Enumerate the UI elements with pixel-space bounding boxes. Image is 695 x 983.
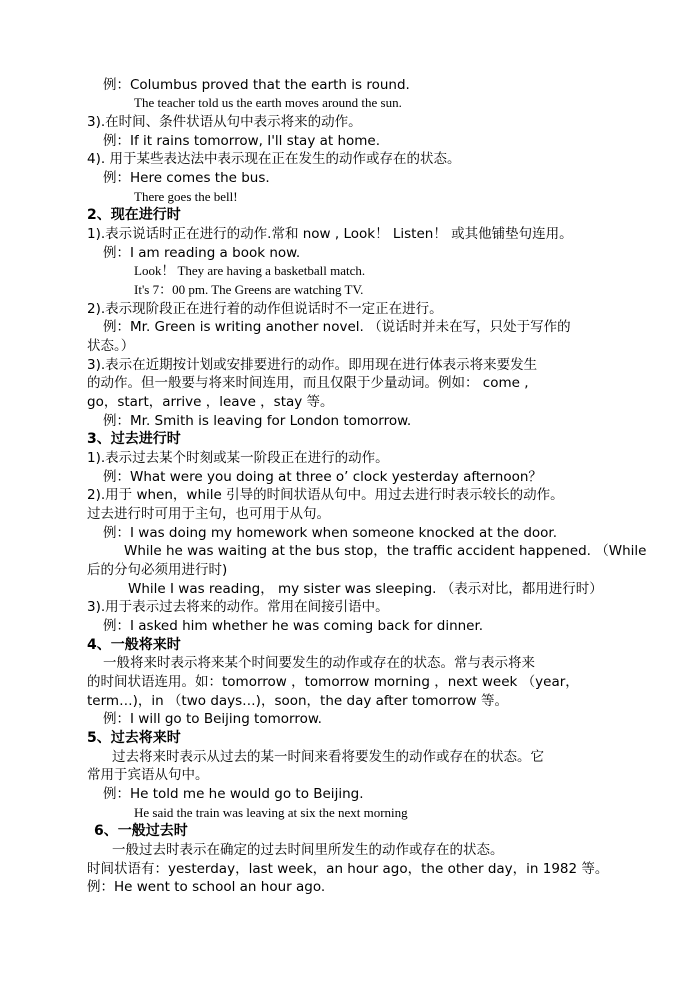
text-line: 例：He went to school an hour ago. [87,879,326,895]
text-line: term…)，in （two days…)，soon，the day after tomorrow 等。 [87,693,508,709]
section-heading: 4、一般将来时 [87,637,181,653]
text-line: 3).表示在近期按计划或安排要进行的动作。即用现在进行体表示将来要发生 [87,357,538,373]
text-line: 过去将来时表示从过去的某一时间来看将要发生的动作或存在的状态。它 [112,749,544,765]
text-line: 例：He told me he would go to Beijing. [103,786,364,802]
section-heading: 6、一般过去时 [94,823,188,839]
text-line: He said the train was leaving at six the next morning [134,805,408,820]
text-line: 过去进行时可用于主句，也可用于从句。 [87,506,330,522]
text-line: go，start，arrive ，leave ，stay 等。 [87,394,334,410]
text-line: 例：Here comes the bus. [103,170,270,186]
text-line: The teacher told us the earth moves around the sun. [134,95,402,110]
text-line: 时间状语有：yesterday，last week，an hour ago，the other day，in 1982 等。 [87,861,609,877]
section-heading: 3、过去进行时 [87,431,181,447]
text-line: 1).表示说话时正在进行的动作.常和 now , Look！ Listen！ 或其他铺垫句连用。 [87,226,573,242]
text-line: 1).表示过去某个时刻或某一阶段正在进行的动作。 [87,450,389,466]
text-line: While I was reading， my sister was sleeping. （表示对比，都用进行时） [128,581,603,597]
text-line: 的时间状语连用。如：tomorrow ，tomorrow morning ，next week （year， [87,674,579,690]
text-line: 3).用于表示过去将来的动作。常用在间接引语中。 [87,599,389,615]
text-line: 2).用于 when，while 引导的时间状语从句中。用过去进行时表示较长的动作。 [87,487,564,503]
text-line: There goes the bell! [134,189,238,204]
text-line: 例：I was doing my homework when someone knocked at the door. [103,525,558,541]
text-line: 一般将来时表示将来某个时间要发生的动作或存在的状态。常与表示将来 [103,655,535,671]
text-line: 例：Mr. Smith is leaving for London tomorrow. [103,413,412,429]
text-line: 例：What were you doing at three o’ clock yesterday afternoon？ [103,469,542,485]
text-line: 2).表示现阶段正在进行着的动作但说话时不一定正在进行。 [87,301,443,317]
text-line: 例：I am reading a book now. [103,245,301,261]
section-heading: 2、现在进行时 [87,207,181,223]
text-line: 例：I will go to Beijing tomorrow. [103,711,322,727]
text-line: 的动作。但一般要与将来时间连用，而且仅限于少量动词。例如： come , [87,375,529,391]
text-line: It's 7：00 pm. The Greens are watching TV. [134,282,364,297]
text-line: 例：If it rains tomorrow, I'll stay at home. [103,133,381,149]
text-line: 常用于宾语从句中。 [87,767,209,783]
text-line: 例：Columbus proved that the earth is round. [103,77,410,93]
text-line: 状态。） [87,338,135,354]
text-line: 后的分句必须用进行时) [87,562,228,578]
text-line: 4). 用于某些表达法中表示现在正在发生的动作或存在的状态。 [87,151,461,167]
text-line: 例：Mr. Green is writing another novel. （说话时并未在写，只处于写作的 [103,319,571,335]
text-line: 例：I asked him whether he was coming back for dinner. [103,618,484,634]
section-heading: 5、过去将来时 [87,730,181,746]
text-line: While he was waiting at the bus stop，the traffic accident happened. （While [124,543,647,559]
text-line: Look！ They are having a basketball match. [134,263,366,278]
text-line: 一般过去时表示在确定的过去时间里所发生的动作或存在的状态。 [112,842,504,858]
text-line: 3).在时间、条件状语从句中表示将来的动作。 [87,114,362,130]
